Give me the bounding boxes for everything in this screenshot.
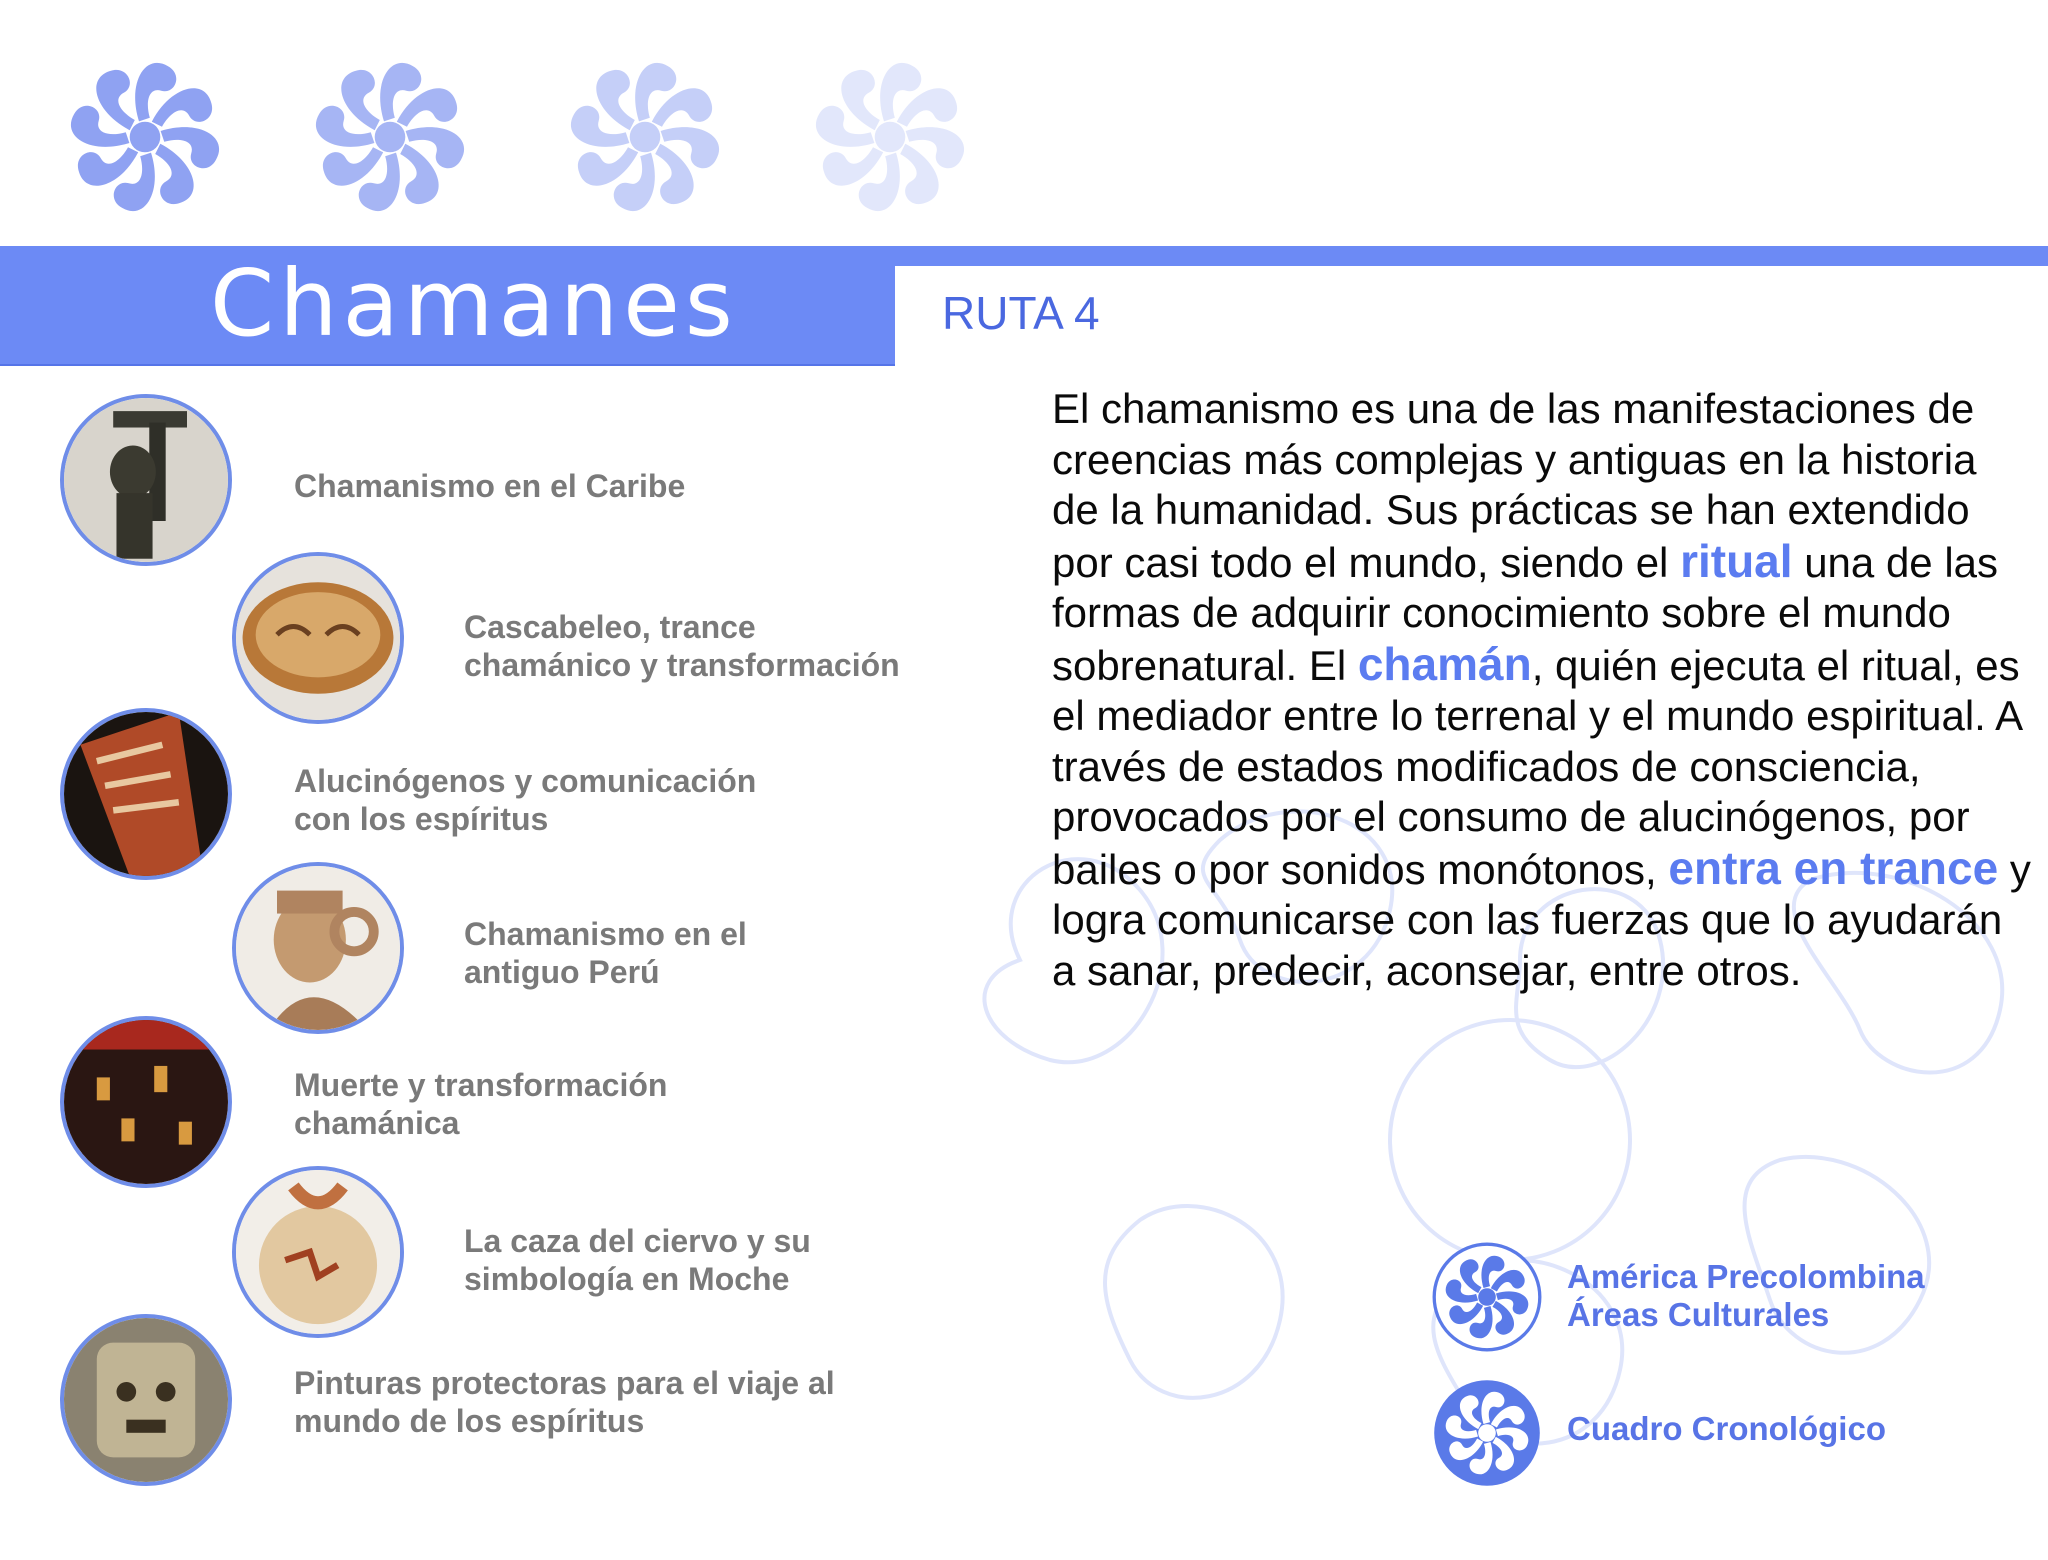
carved-figure-thumbnail[interactable]: [60, 394, 232, 566]
menu-item-label: Cascabeleo, trance: [464, 609, 756, 645]
menu-item-label: Muerte y transformación: [294, 1067, 668, 1103]
footer-link-label: Cuadro Cronológico: [1567, 1410, 1886, 1447]
menu-item-label: mundo de los espíritus: [294, 1403, 645, 1439]
red-vessel-thumbnail[interactable]: [60, 708, 232, 880]
menu-item-label: La caza del ciervo y su: [464, 1223, 811, 1259]
footer-link-label: Áreas Culturales: [1567, 1296, 1830, 1333]
page-title: Chamanes: [210, 250, 738, 357]
menu-item-label: simbología en Moche: [464, 1261, 790, 1297]
menu-item-label: Pinturas protectoras para el viaje al: [294, 1365, 835, 1401]
clay-head-thumbnail[interactable]: [232, 862, 404, 1034]
menu-item-caza-ciervo[interactable]: [464, 1222, 811, 1298]
footer-link-label: América Precolombina: [1567, 1258, 1925, 1295]
route-label: RUTA 4: [942, 287, 1100, 339]
menu-item-antiguo-peru[interactable]: [464, 915, 747, 991]
intro-paragraph: [1052, 384, 2032, 996]
sun-spiral-icon: [555, 52, 735, 222]
menu-item-label: chamánica: [294, 1105, 460, 1141]
menu-item-label: Chamanismo en el Caribe: [294, 468, 686, 504]
menu-item-label: antiguo Perú: [464, 954, 660, 990]
ceramic-plate-thumbnail[interactable]: [232, 552, 404, 724]
header-logo-row: [55, 52, 1005, 232]
body-text-segment: una de las formas de adquirir conocimiento sobre el mundo sobrenatural. El: [1052, 538, 1999, 689]
menu-item-chamanismo-caribe[interactable]: [294, 467, 685, 505]
highlight-entra-en-trance: entra en trance: [1668, 841, 1999, 894]
sun-spiral-icon[interactable]: [1432, 1378, 1542, 1488]
sun-spiral-icon: [55, 52, 235, 222]
textile-thumbnail[interactable]: [60, 1016, 232, 1188]
sun-spiral-icon[interactable]: [1432, 1242, 1542, 1352]
painted-jar-thumbnail[interactable]: [232, 1166, 404, 1338]
sun-spiral-icon: [800, 52, 980, 222]
america-precolombina-link[interactable]: [1567, 1258, 1925, 1334]
highlight-chaman: chamán: [1357, 637, 1532, 690]
menu-item-alucinogenos[interactable]: [294, 762, 756, 838]
highlight-ritual: ritual: [1680, 534, 1793, 587]
menu-item-label: chamánico y transformación: [464, 647, 900, 683]
menu-item-muerte-transformacion[interactable]: [294, 1066, 667, 1142]
body-text-segment: El chamanismo es una de las manifestaciones de creencias más complejas y antiguas en la historia de la humanidad. Sus prácticas se han extendido por casi todo el mundo, siendo el: [1052, 385, 1977, 586]
body-text-segment: , quién ejecuta el ritual, es el mediador entre lo terrenal y el mundo espiritual. A través de estados modificados de consciencia, provocados por el consumo de alucinógenos, por bailes o por sonidos monótonos,: [1052, 641, 2021, 893]
menu-item-cascabeleo[interactable]: [464, 608, 900, 684]
cuadro-cronologico-link[interactable]: [1567, 1410, 1886, 1448]
menu-item-label: Alucinógenos y comunicación: [294, 763, 757, 799]
menu-item-label: con los espíritus: [294, 801, 549, 837]
menu-item-label: Chamanismo en el: [464, 916, 747, 952]
sun-spiral-icon: [300, 52, 480, 222]
body-text-segment: y logra comunicarse con las fuerzas que lo ayudarán a sanar, predecir, aconsejar, entre otros.: [1052, 845, 2031, 994]
menu-item-pinturas-protectoras[interactable]: [294, 1364, 835, 1440]
mask-thumbnail[interactable]: [60, 1314, 232, 1486]
